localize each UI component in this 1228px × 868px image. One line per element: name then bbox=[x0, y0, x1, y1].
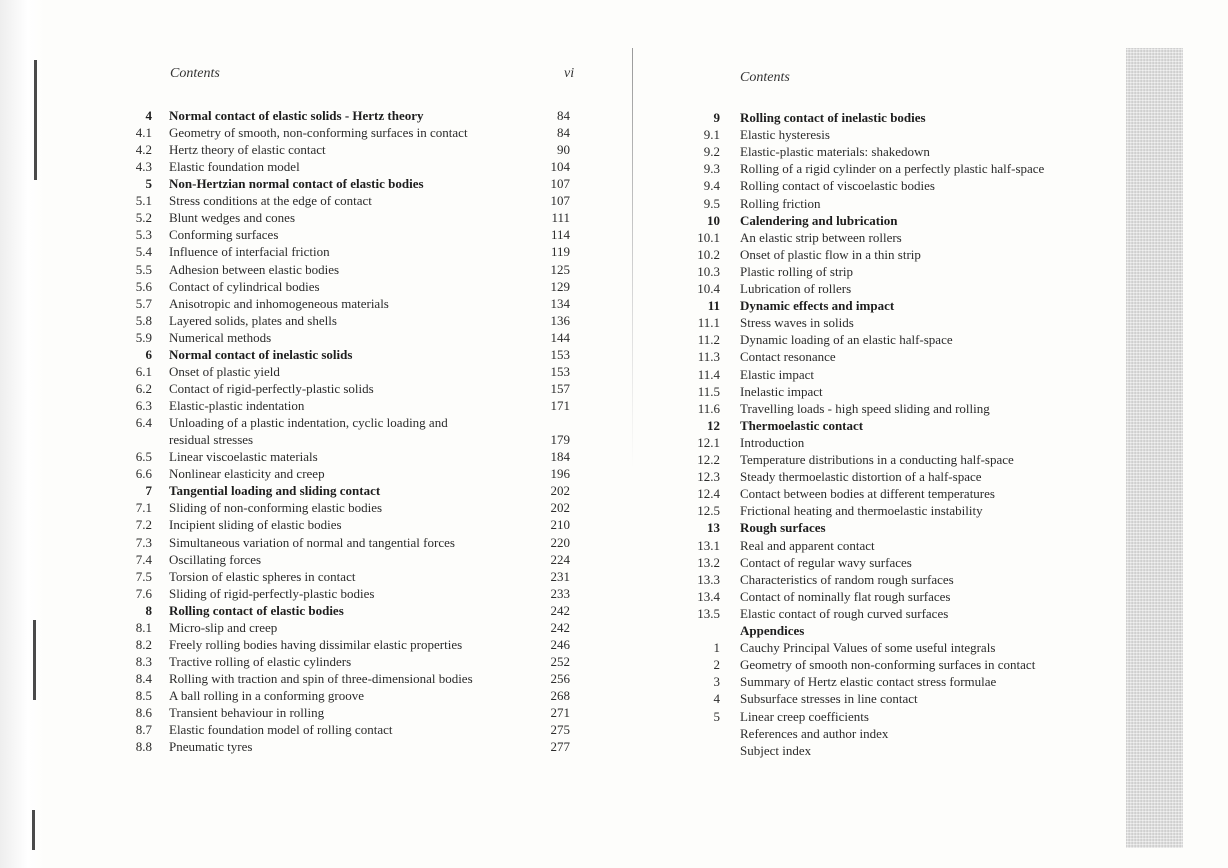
toc-entry-number: 13.2 bbox=[697, 554, 720, 570]
toc-entry-number: 11.2 bbox=[697, 332, 720, 348]
toc-entry-page: 252 bbox=[550, 653, 570, 669]
toc-entry-page: 184 bbox=[550, 449, 570, 465]
toc-entry-number: 5.2 bbox=[135, 210, 152, 226]
toc-entry-number: 6 bbox=[145, 346, 152, 362]
toc-entry bbox=[620, 143, 1228, 160]
toc-chapter-entry bbox=[0, 107, 620, 124]
toc-entry bbox=[620, 537, 1228, 554]
toc-entry bbox=[0, 738, 620, 755]
toc-entry bbox=[620, 639, 1228, 656]
toc-entry bbox=[620, 177, 1228, 194]
toc-entry bbox=[620, 656, 1228, 673]
toc-entry-number: 10.2 bbox=[697, 246, 720, 262]
toc-entry-number: 5 bbox=[713, 708, 720, 724]
toc-entry bbox=[0, 209, 620, 226]
toc-entry-title: Unloading of a plastic indentation, cyclic loading and bbox=[169, 415, 448, 431]
toc-entry bbox=[0, 158, 620, 175]
toc-entry-title: Tractive rolling of elastic cylinders bbox=[169, 653, 352, 669]
toc-entry bbox=[0, 295, 620, 312]
toc-entry bbox=[0, 516, 620, 533]
toc-entry bbox=[620, 673, 1228, 690]
toc-entry-page: 277 bbox=[550, 739, 570, 755]
toc-entry-title: Contact of nominally flat rough surfaces bbox=[740, 588, 951, 604]
toc-entry-title: Elastic impact bbox=[740, 366, 815, 382]
toc-entry bbox=[0, 619, 620, 636]
toc-entry-title: Elastic hysteresis bbox=[740, 127, 830, 143]
toc-entry-number: 8.2 bbox=[135, 636, 152, 652]
toc-entry-number: 10.1 bbox=[697, 229, 720, 245]
toc-chapter-entry bbox=[620, 622, 1228, 639]
toc-entry bbox=[0, 431, 620, 448]
toc-entry bbox=[0, 448, 620, 465]
toc-entry bbox=[0, 704, 620, 721]
toc-entry-number: 9 bbox=[713, 110, 720, 125]
toc-entry-page: 268 bbox=[550, 688, 570, 704]
toc-entry-number: 8.1 bbox=[135, 619, 152, 635]
toc-entry-title: Contact between bodies at different temperatures bbox=[740, 486, 995, 502]
toc-entry-page: 202 bbox=[550, 500, 570, 516]
toc-entry-number: 4 bbox=[713, 691, 720, 707]
toc-entry-title: An elastic strip between rollers bbox=[740, 229, 902, 245]
toc-entry-number: 8.6 bbox=[135, 705, 152, 721]
toc-entry-page: 114 bbox=[550, 227, 570, 243]
toc-entry-title: Adhesion between elastic bodies bbox=[169, 261, 340, 277]
toc-entry bbox=[620, 725, 1228, 742]
toc-entry-number: 12.5 bbox=[697, 503, 720, 519]
toc-chapter-entry bbox=[620, 212, 1228, 229]
toc-entry-number: 3 bbox=[713, 674, 720, 690]
toc-entry bbox=[0, 414, 620, 431]
toc-entry bbox=[620, 383, 1228, 400]
toc-entry-page: 111 bbox=[551, 210, 570, 226]
toc-entry-title: Geometry of smooth non-conforming surfaces in contact bbox=[740, 657, 1036, 673]
toc-chapter-entry bbox=[620, 297, 1228, 314]
toc-entry-title: References and author index bbox=[740, 725, 889, 741]
toc-entry-title: Contact of cylindrical bodies bbox=[169, 278, 320, 294]
toc-entry bbox=[0, 653, 620, 670]
toc-entry-page: 179 bbox=[550, 432, 570, 448]
toc-entry-number: 11.6 bbox=[697, 400, 720, 416]
toc-entry-number: 5.9 bbox=[135, 329, 152, 345]
toc-entry-number: 4.3 bbox=[135, 159, 152, 175]
toc-entry-title: Thermoelastic contact bbox=[740, 417, 864, 433]
toc-entry-number: 6.3 bbox=[135, 398, 152, 414]
toc-entry bbox=[620, 400, 1228, 417]
toc-entry-title: Blunt wedges and cones bbox=[169, 210, 296, 226]
toc-entry-number: 8.7 bbox=[135, 722, 152, 738]
toc-entry bbox=[620, 263, 1228, 280]
toc-entry-title: Characteristics of random rough surfaces bbox=[740, 571, 954, 587]
toc-entry-number: 6.4 bbox=[135, 415, 152, 431]
toc-entry-title: Plastic rolling of strip bbox=[740, 263, 854, 279]
toc-entry-title: Geometry of smooth, non-conforming surfaces in contact bbox=[169, 125, 468, 141]
toc-entry-number: 9.1 bbox=[703, 127, 720, 143]
toc-entry bbox=[620, 280, 1228, 297]
toc-entry-title: Steady thermoelastic distortion of a half-space bbox=[740, 469, 982, 485]
toc-entry-page: 210 bbox=[550, 517, 570, 533]
toc-entry-page: 220 bbox=[550, 534, 570, 550]
toc-entry-title: residual stresses bbox=[169, 432, 254, 448]
toc-entry-number: 5.8 bbox=[135, 312, 152, 328]
toc-entry-title: Calendering and lubrication bbox=[740, 212, 898, 228]
toc-entry-number: 10.4 bbox=[697, 281, 720, 296]
toc-entry-title: Non-Hertzian normal contact of elastic bodies bbox=[169, 176, 424, 192]
toc-entry-page: 242 bbox=[550, 602, 570, 618]
toc-chapter-entry bbox=[0, 482, 620, 499]
toc-entry-page: 233 bbox=[550, 585, 570, 601]
toc-entry bbox=[620, 246, 1228, 263]
toc-entry-number: 12 bbox=[707, 417, 720, 433]
toc-entry-title: Torsion of elastic spheres in contact bbox=[169, 568, 356, 584]
toc-entry bbox=[620, 366, 1228, 383]
toc-entry-number: 5.1 bbox=[135, 193, 152, 209]
toc-entry bbox=[0, 670, 620, 687]
toc-entry-title: Freely rolling bodies having dissimilar elastic properties bbox=[169, 636, 463, 652]
toc-entry-title: Numerical methods bbox=[169, 329, 272, 345]
toc-entry-number: 5.7 bbox=[135, 295, 152, 311]
toc-entry-page: 119 bbox=[550, 244, 570, 260]
toc-entry bbox=[620, 348, 1228, 365]
toc-entry bbox=[620, 485, 1228, 502]
toc-entry bbox=[0, 226, 620, 243]
toc-entry-title: A ball rolling in a conforming groove bbox=[169, 688, 364, 704]
toc-entry-page: 84 bbox=[557, 125, 570, 141]
toc-entry-number: 6.1 bbox=[135, 363, 152, 379]
toc-entry-title: Summary of Hertz elastic contact stress formulae bbox=[740, 674, 997, 690]
toc-entry-page: 144 bbox=[550, 329, 570, 345]
toc-entry-title: Transient behaviour in rolling bbox=[169, 705, 325, 721]
toc-entry-page: 153 bbox=[550, 363, 570, 379]
toc-entry-number: 7.3 bbox=[135, 534, 152, 550]
toc-entry-number: 4.2 bbox=[135, 142, 152, 158]
toc-entry bbox=[620, 126, 1228, 143]
toc-list bbox=[620, 0, 1228, 868]
toc-entry bbox=[620, 571, 1228, 588]
toc-entry-number: 12.3 bbox=[697, 469, 720, 485]
toc-chapter-entry bbox=[0, 602, 620, 619]
toc-entry-page: 275 bbox=[550, 722, 570, 738]
toc-entry-page: 202 bbox=[550, 483, 570, 499]
toc-entry-page: 84 bbox=[557, 108, 570, 123]
toc-entry-title: Normal contact of inelastic solids bbox=[169, 346, 353, 362]
toc-entry-number: 5.6 bbox=[135, 278, 152, 294]
toc-entry bbox=[0, 243, 620, 260]
toc-entry-page: 246 bbox=[550, 636, 570, 652]
toc-entry-number: 13.4 bbox=[697, 588, 720, 604]
toc-entry-title: Incipient sliding of elastic bodies bbox=[169, 517, 342, 533]
toc-chapter-entry bbox=[620, 519, 1228, 536]
toc-entry-title: Rolling contact of inelastic bodies bbox=[740, 110, 926, 125]
toc-entry bbox=[620, 229, 1228, 246]
toc-entry-page: 153 bbox=[550, 346, 570, 362]
page-folio: vi bbox=[564, 66, 575, 81]
toc-entry-title: Rough surfaces bbox=[740, 520, 826, 536]
toc-chapter-entry bbox=[0, 175, 620, 192]
toc-entry bbox=[0, 141, 620, 158]
toc-entry bbox=[0, 585, 620, 602]
toc-entry-number: 7.4 bbox=[135, 551, 152, 567]
toc-chapter-entry bbox=[0, 346, 620, 363]
toc-entry-title: Inelastic impact bbox=[740, 383, 823, 399]
toc-entry bbox=[0, 278, 620, 295]
toc-entry-title: Rolling contact of elastic bodies bbox=[169, 602, 344, 618]
toc-entry bbox=[620, 502, 1228, 519]
toc-entry-title: Elastic-plastic indentation bbox=[169, 398, 305, 414]
toc-chapter-entry bbox=[620, 109, 1228, 126]
toc-entry-page: 242 bbox=[550, 619, 570, 635]
toc-entry bbox=[620, 468, 1228, 485]
toc-entry bbox=[620, 708, 1228, 725]
toc-entry-page: 136 bbox=[550, 312, 570, 328]
running-head: Contents bbox=[170, 66, 220, 81]
toc-entry-title: Hertz theory of elastic contact bbox=[169, 142, 326, 158]
toc-entry-title: Simultaneous variation of normal and tangential forces bbox=[169, 534, 455, 550]
toc-entry-number: 7.2 bbox=[135, 517, 152, 533]
toc-entry bbox=[0, 636, 620, 653]
toc-entry-number: 13.1 bbox=[697, 537, 720, 553]
toc-entry-title: Temperature distributions in a conducting half-space bbox=[740, 452, 1014, 467]
toc-entry-page: 231 bbox=[550, 568, 570, 584]
toc-entry-number: 1 bbox=[713, 640, 720, 656]
toc-entry-title: Real and apparent contact bbox=[740, 537, 875, 553]
toc-entry-number: 13.3 bbox=[697, 571, 720, 587]
toc-entry-number: 5.3 bbox=[135, 227, 152, 243]
toc-entry-number: 12.4 bbox=[697, 486, 720, 502]
toc-entry-title: Sliding of non-conforming elastic bodies bbox=[169, 500, 383, 516]
toc-entry-page: 129 bbox=[550, 278, 570, 294]
toc-entry bbox=[0, 380, 620, 397]
toc-entry-number: 7.5 bbox=[135, 568, 152, 584]
toc-entry-title: Sliding of rigid-perfectly-plastic bodies bbox=[169, 585, 375, 601]
toc-entry bbox=[620, 160, 1228, 177]
toc-entry-title: Rolling friction bbox=[740, 195, 821, 211]
toc-entry-title: Nonlinear elasticity and creep bbox=[169, 466, 325, 482]
toc-entry-title: Appendices bbox=[740, 623, 805, 638]
toc-entry-number: 6.2 bbox=[135, 380, 152, 396]
toc-entry-title: Layered solids, plates and shells bbox=[169, 312, 337, 328]
toc-entry bbox=[620, 554, 1228, 571]
toc-entry-title: Pneumatic tyres bbox=[169, 739, 253, 755]
toc-entry-page: 196 bbox=[550, 466, 570, 482]
toc-entry-number: 8.8 bbox=[135, 739, 152, 755]
toc-entry-title: Elastic contact of rough curved surfaces bbox=[740, 605, 949, 621]
toc-entry-title: Normal contact of elastic solids - Hertz theory bbox=[169, 108, 424, 123]
toc-entry bbox=[620, 742, 1228, 759]
toc-entry bbox=[0, 499, 620, 516]
toc-entry bbox=[0, 568, 620, 585]
toc-entry-title: Travelling loads - high speed sliding and rolling bbox=[740, 400, 990, 416]
toc-entry-title: Frictional heating and thermoelastic instability bbox=[740, 503, 983, 519]
toc-entry-title: Micro-slip and creep bbox=[169, 619, 278, 635]
toc-entry-title: Subsurface stresses in line contact bbox=[740, 691, 918, 707]
toc-entry bbox=[0, 534, 620, 551]
toc-entry-number: 7.1 bbox=[135, 500, 152, 516]
toc-entry-page: 256 bbox=[550, 670, 570, 686]
toc-entry-title: Subject index bbox=[740, 742, 812, 758]
toc-entry-number: 8.3 bbox=[135, 653, 152, 669]
toc-entry bbox=[0, 312, 620, 329]
toc-entry-number: 11.5 bbox=[697, 383, 720, 399]
toc-entry bbox=[0, 551, 620, 568]
toc-entry-title: Influence of interfacial friction bbox=[169, 244, 330, 260]
toc-entry bbox=[0, 397, 620, 414]
toc-entry bbox=[620, 605, 1228, 622]
toc-entry-title: Contact of regular wavy surfaces bbox=[740, 554, 912, 570]
toc-entry-title: Rolling contact of viscoelastic bodies bbox=[740, 178, 935, 194]
toc-entry-page: 271 bbox=[550, 705, 570, 721]
toc-entry-title: Elastic-plastic materials: shakedown bbox=[740, 144, 930, 160]
toc-entry-page: 104 bbox=[550, 159, 570, 175]
toc-entry-title: Cauchy Principal Values of some useful integrals bbox=[740, 640, 996, 656]
toc-entry-number: 9.4 bbox=[703, 178, 720, 194]
toc-entry-page: 224 bbox=[550, 551, 570, 567]
toc-entry-number: 8.4 bbox=[135, 670, 152, 686]
toc-entry-number: 7.6 bbox=[135, 585, 152, 601]
toc-entry-number: 6.6 bbox=[135, 466, 152, 482]
toc-entry-number: 9.5 bbox=[703, 195, 720, 211]
toc-entry-title: Contact of rigid-perfectly-plastic solids bbox=[169, 380, 374, 396]
toc-entry-number: 13.5 bbox=[697, 605, 720, 621]
toc-entry-number: 11 bbox=[707, 298, 720, 314]
toc-entry-number: 8 bbox=[145, 602, 152, 618]
toc-entry bbox=[620, 434, 1228, 451]
toc-entry-title: Stress waves in solids bbox=[740, 315, 854, 331]
toc-entry bbox=[0, 721, 620, 738]
toc-entry-title: Elastic foundation model bbox=[169, 159, 300, 175]
toc-entry bbox=[620, 331, 1228, 348]
running-head: Contents bbox=[740, 70, 790, 85]
toc-entry-number: 13 bbox=[707, 520, 720, 536]
toc-entry-page: 171 bbox=[550, 398, 570, 414]
toc-chapter-entry bbox=[620, 417, 1228, 434]
toc-entry-title: Linear viscoelastic materials bbox=[169, 449, 318, 465]
toc-entry-number: 5.5 bbox=[135, 261, 152, 277]
right-page bbox=[620, 0, 1228, 868]
toc-entry-title: Dynamic effects and impact bbox=[740, 298, 895, 314]
toc-entry bbox=[620, 690, 1228, 707]
toc-entry-number: 10 bbox=[707, 212, 720, 228]
toc-entry bbox=[0, 687, 620, 704]
toc-entry-page: 134 bbox=[550, 295, 570, 311]
toc-entry-number: 12.2 bbox=[697, 452, 720, 467]
toc-entry-title: Oscillating forces bbox=[169, 551, 262, 567]
toc-entry-title: Onset of plastic flow in a thin strip bbox=[740, 246, 921, 262]
toc-entry bbox=[620, 588, 1228, 605]
toc-entry-number: 11.4 bbox=[697, 366, 720, 382]
toc-entry bbox=[0, 124, 620, 141]
toc-entry-number: 6.5 bbox=[135, 449, 152, 465]
toc-entry-number: 9.2 bbox=[703, 144, 720, 160]
toc-entry-title: Onset of plastic yield bbox=[169, 363, 280, 379]
toc-entry-title: Dynamic loading of an elastic half-space bbox=[740, 332, 953, 348]
toc-entry-page: 157 bbox=[550, 380, 570, 396]
toc-entry-number: 4 bbox=[145, 108, 152, 123]
toc-entry-page: 90 bbox=[557, 142, 570, 158]
toc-entry-number: 8.5 bbox=[135, 688, 152, 704]
toc-entry-title: Lubrication of rollers bbox=[740, 281, 852, 296]
toc-entry-number: 5.4 bbox=[135, 244, 152, 260]
toc-entry-number: 2 bbox=[713, 657, 720, 673]
toc-entry-number: 11.1 bbox=[697, 315, 720, 331]
toc-entry-title: Rolling with traction and spin of three-dimensional bodies bbox=[169, 670, 473, 686]
toc-entry bbox=[0, 329, 620, 346]
toc-entry-number: 7 bbox=[145, 483, 152, 499]
toc-entry bbox=[0, 192, 620, 209]
toc-entry bbox=[620, 451, 1228, 468]
toc-entry bbox=[0, 465, 620, 482]
toc-entry-page: 107 bbox=[550, 193, 570, 209]
toc-entry-title: Elastic foundation model of rolling contact bbox=[169, 722, 393, 738]
toc-entry bbox=[0, 261, 620, 278]
toc-entry-title: Stress conditions at the edge of contact bbox=[169, 193, 372, 209]
toc-entry-title: Contact resonance bbox=[740, 349, 836, 365]
toc-entry bbox=[620, 195, 1228, 212]
toc-entry-title: Anisotropic and inhomogeneous materials bbox=[169, 295, 389, 311]
toc-entry bbox=[620, 314, 1228, 331]
toc-entry-number: 4.1 bbox=[135, 125, 152, 141]
toc-entry-title: Rolling of a rigid cylinder on a perfectly plastic half-space bbox=[740, 161, 1045, 177]
toc-entry-number: 5 bbox=[145, 176, 152, 192]
toc-entry-page: 125 bbox=[550, 261, 570, 277]
toc-entry-page: 107 bbox=[550, 176, 570, 192]
toc-entry-title: Introduction bbox=[740, 434, 805, 450]
toc-entry-number: 11.3 bbox=[697, 349, 720, 365]
toc-entry-title: Tangential loading and sliding contact bbox=[169, 483, 381, 499]
toc-entry-title: Conforming surfaces bbox=[169, 227, 279, 243]
toc-entry-number: 10.3 bbox=[697, 263, 720, 279]
toc-entry-number: 9.3 bbox=[703, 161, 720, 177]
toc-entry-number: 12.1 bbox=[697, 434, 720, 450]
toc-entry-title: Linear creep coefficients bbox=[740, 708, 869, 724]
toc-entry bbox=[0, 363, 620, 380]
